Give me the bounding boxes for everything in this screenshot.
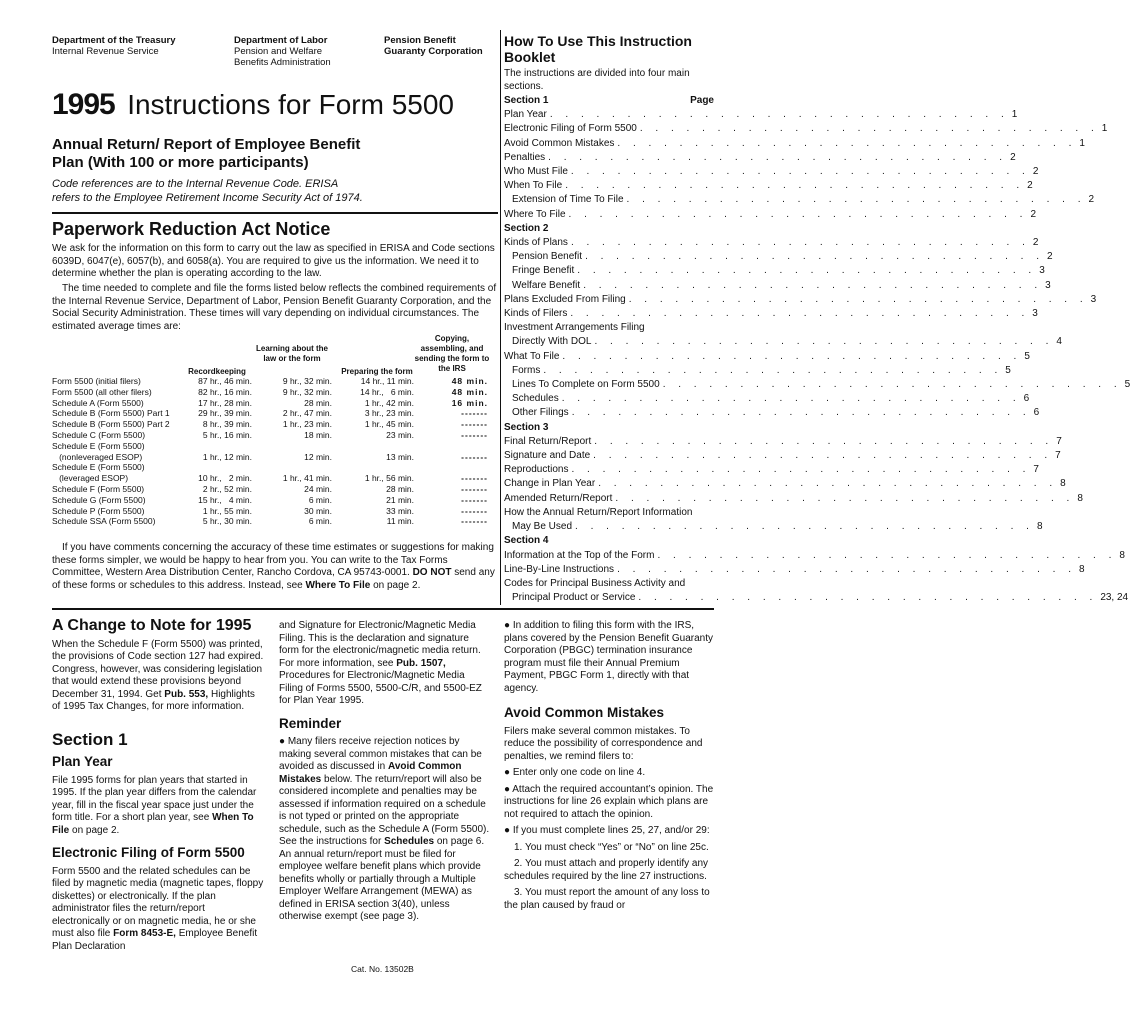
toc <box>504 33 1130 605</box>
toc-intro: The instructions are divided into four main sections. <box>504 68 690 92</box>
burden-prep-time: 28 min. <box>386 483 414 494</box>
toc-item-page: 2 <box>1046 251 1053 263</box>
burden-learn-time: 9 hr., 32 min. <box>282 376 332 386</box>
mistake-numbered-2: 2. You must attach and properly identify any schedules required by the line 27 instructions. <box>504 858 709 882</box>
burden-prep-time: 14 hr., 11 min. <box>360 376 414 386</box>
burden-copy-time: 48 min. <box>451 386 488 397</box>
paperwork-para3 <box>52 542 498 592</box>
burden-row <box>52 484 498 495</box>
vertical-divider <box>500 30 501 605</box>
toc-leader-dots: . . . . . . . . . . . . . . . . . . . . . . . . . . . . . . <box>571 407 1031 419</box>
toc-section-header <box>504 534 714 548</box>
burden-copy-time: ------- <box>461 473 488 484</box>
mistake-numbered-1: 1. You must check “Yes” or “No” on line 25c. <box>514 841 709 853</box>
burden-rec-time: 2 hr., 52 min. <box>202 483 252 494</box>
burden-copy-time: ------- <box>461 419 488 430</box>
toc-item-page: 2 <box>1032 237 1039 249</box>
reminder-text <box>279 736 491 924</box>
toc-leader-dots: . . . . . . . . . . . . . . . . . . . . . . . . . . . . . . <box>561 393 1021 405</box>
pub-1507-link[interactable]: Pub. 1507, <box>396 657 446 669</box>
paperwork-para3-wrap <box>52 542 498 592</box>
burden-rec-time: 8 hr., 39 min. <box>202 419 252 430</box>
burden-copy-time: ------- <box>461 408 488 419</box>
efile-text <box>52 866 264 954</box>
burden-rec-time: 15 hr., 4 min. <box>198 494 252 505</box>
toc-section-title: Section 4 <box>504 535 549 547</box>
toc-item[interactable] <box>504 137 1085 151</box>
toc-leader-dots: . . . . . . . . . . . . . . . . . . . . . . . . . . . . . . <box>628 293 1088 305</box>
para3-a: If you have comments concerning the accuracy of these time estimates or suggestions for making these forms simpler, we would be happy to hear from you. You can write to the Tax Forms Committee, Western Area Distribution Center, Rancho Cordova, CA 95743-0001. <box>52 542 494 578</box>
toc-item[interactable] <box>504 307 1038 321</box>
labor-line1: Department of Labor <box>234 35 328 46</box>
reminder-a: ● Many filers receive rejection notices by making several common mistakes that can be avoided as discussed in <box>279 736 482 772</box>
change-heading: A Change to Note for 1995 <box>52 617 252 634</box>
toc-item[interactable] <box>504 264 1045 278</box>
code-note-line1: Code references are to the Internal Revenue Code. ERISA <box>52 178 339 190</box>
burden-learn-time: 18 min. <box>304 429 332 440</box>
efile-text-a: Form 5500 and the related schedules can be filed by magnetic media (magnetic tapes, floppy diskettes) or electronically. If the plan administrator files the return/report electronically or on magnetic media, he or she must also file <box>52 865 264 939</box>
toc-leader-dots: . . . . . . . . . . . . . . . . . . . . . . . . . . . . . . <box>570 166 1030 178</box>
toc-leader-dots: . . . . . . . . . . . . . . . . . . . . . . . . . . . . . . <box>639 123 1099 135</box>
labor-line2: Pension and Welfare <box>234 46 323 57</box>
burden-rec-time: 82 hr., 16 min. <box>198 386 252 397</box>
toc-leader-dots: . . . . . . . . . . . . . . . . . . . . . . . . . . . . . . <box>568 208 1028 220</box>
para3-e: on page 2. <box>370 579 421 591</box>
toc-item-label: Electronic Filing of Form 5500 <box>504 123 637 135</box>
paperwork-para1-wrap <box>52 243 498 281</box>
burden-rec-time: 17 hr., 28 min. <box>198 397 252 408</box>
code-note-line2: refers to the Employee Retirement Income Security Act of 1974. <box>52 192 363 204</box>
toc-item-page: 23, 24 <box>1100 592 1129 604</box>
burden-row <box>52 462 498 473</box>
mistakes-heading: Avoid Common Mistakes <box>504 705 665 720</box>
toc-section-title: Section 1 <box>504 95 549 106</box>
catalog-number: Cat. No. 13502B <box>351 964 414 974</box>
toc-leader-dots: . . . . . . . . . . . . . . . . . . . . . . . . . . . . . . <box>548 151 1008 163</box>
toc-leader-dots: . . . . . . . . . . . . . . . . . . . . . . . . . . . . . . <box>662 379 1122 391</box>
plan-year-text-c: on page 2. <box>69 824 120 836</box>
plan-year-heading: Plan Year <box>52 754 113 769</box>
toc-leader-dots: . . . . . . . . . . . . . . . . . . . . . . . . . . . . . . <box>593 450 1053 462</box>
toc-item[interactable] <box>504 549 1125 563</box>
mistake-bullet-3: ● If you must complete lines 25, 27, and/or 29: <box>504 825 710 836</box>
electronic-filing-continued <box>279 620 491 708</box>
burden-learn-time: 24 min. <box>304 483 332 494</box>
burden-form-name: Schedule B (Form 5500) Part 2 <box>52 419 170 430</box>
toc-item-label: Schedules <box>512 393 559 405</box>
burden-rec-time: 29 hr., 39 min. <box>198 408 252 419</box>
burden-prep-time: 23 min. <box>386 429 414 440</box>
toc-item[interactable] <box>504 122 1108 136</box>
toc-item-label: Information at the Top of the Form <box>504 549 655 561</box>
toc-item-page: 7 <box>1055 450 1061 462</box>
burden-copy-time: 16 min. <box>451 397 488 408</box>
burden-learn-time: 9 hr., 32 min. <box>282 386 332 397</box>
toc-item[interactable] <box>504 236 1039 250</box>
burden-learn-time: 30 min. <box>304 505 332 516</box>
toc-leader-dots: . . . . . . . . . . . . . . . . . . . . . . . . . . . . . . <box>617 563 1076 575</box>
toc-item[interactable] <box>504 435 1062 449</box>
burden-learn-time: 12 min. <box>304 451 332 462</box>
pbgc-text: ● In addition to filing this form with the IRS, plans covered by the Pension Benefit Guaranty Corporation (PBGC) termination insurance program must file their Annual Premium Payment, PBGC Form 1, directly with that agency. <box>504 620 714 694</box>
toc-item-label: How the Annual Return/Report Information <box>504 506 693 518</box>
burden-form-name: Schedule C (Form 5500) <box>52 429 146 440</box>
burden-copy-time: ------- <box>461 483 488 494</box>
toc-item-page: 5 <box>1005 364 1011 376</box>
burden-rec-time: 1 hr., 12 min. <box>202 451 252 462</box>
toc-item[interactable] <box>504 108 1018 122</box>
toc-leader-dots: . . . . . . . . . . . . . . . . . . . . . . . . . . . . . . <box>585 251 1044 263</box>
toc-item-label: What To File <box>504 350 560 362</box>
toc-leader-dots: . . . . . . . . . . . . . . . . . . . . . . . . . . . . . . <box>626 194 1086 206</box>
toc-section-header <box>504 94 714 108</box>
burden-row <box>52 408 498 419</box>
code-note <box>52 177 363 205</box>
toc-item-page: 3 <box>1039 265 1045 277</box>
para3-do-not: DO NOT <box>412 567 452 578</box>
mistake-numbered-3: 3. You must report the amount of any loss to the plan caused by fraud or <box>504 887 710 911</box>
where-to-file-link[interactable]: Where To File <box>305 579 371 591</box>
burden-prep-time: 1 hr., 42 min. <box>364 397 414 408</box>
toc-item-label: Forms <box>512 364 541 376</box>
toc-item[interactable] <box>504 520 1043 534</box>
toc-leader-dots: . . . . . . . . . . . . . . . . . . . . . . . . . . . . . . <box>594 435 1054 447</box>
toc-item-page: 3 <box>1045 279 1051 291</box>
avoid-common-mistakes-link[interactable]: Avoid Common Mistakes <box>279 761 462 785</box>
toc-item[interactable] <box>504 208 1036 222</box>
toc-leader-dots: . . . . . . . . . . . . . . . . . . . . . . . . . . . . . . <box>570 237 1030 249</box>
toc-item[interactable] <box>504 279 1051 293</box>
toc-item[interactable] <box>504 392 1030 406</box>
toc-item-label: Principal Product or Service <box>512 592 636 604</box>
toc-leader-dots: . . . . . . . . . . . . . . . . . . . . . . . . . . . . . . <box>562 350 1022 362</box>
column-1 <box>52 617 264 957</box>
title-year: 1995 <box>52 88 115 121</box>
toc-item[interactable] <box>504 577 714 591</box>
burden-prep-time: 13 min. <box>386 451 414 462</box>
toc-leader-dots: . . . . . . . . . . . . . . . . . . . . . . . . . . . . . . <box>598 478 1058 490</box>
toc-leader-dots: . . . . . . . . . . . . . . . . . . . . . . . . . . . . . . <box>638 592 1098 604</box>
toc-page-label: Page <box>690 95 714 106</box>
burden-form-name: (nonleveraged ESOP) <box>52 451 143 462</box>
para3-c: send any of these forms or schedules to this address. Instead, see <box>52 567 495 591</box>
toc-item-page: 7 <box>1056 435 1062 447</box>
header-preparing: Preparing the form <box>341 367 413 376</box>
treasury-line1: Department of the Treasury <box>52 35 176 46</box>
toc-leader-dots: . . . . . . . . . . . . . . . . . . . . . . . . . . . . . . <box>575 521 1034 533</box>
subtitle-line2: Plan (With 100 or more participants) <box>52 154 309 171</box>
toc-item-label: Change in Plan Year <box>504 478 596 490</box>
col2-text-a: and Signature for Electronic/Magnetic Media Filing. This is the declaration and signature form for the electronic/magnetic media return. For more information, see <box>279 620 481 669</box>
burden-form-name: Form 5500 (all other filers) <box>52 386 152 397</box>
burden-table <box>52 332 498 537</box>
toc-item-page: 7 <box>1033 464 1039 476</box>
burden-row <box>52 452 498 463</box>
plan-year-text <box>52 775 264 838</box>
burden-prep-time: 1 hr., 56 min. <box>364 473 414 484</box>
burden-row <box>52 495 498 506</box>
toc-item-page: 6 <box>1033 407 1040 419</box>
toc-item[interactable] <box>504 335 1062 349</box>
toc-item-label: Where To File <box>504 208 566 220</box>
form-8453e-link[interactable]: Form 8453-E, <box>113 928 176 939</box>
burden-copy-time: ------- <box>461 451 488 462</box>
burden-copy-time: ------- <box>461 505 488 516</box>
document-title <box>52 88 454 122</box>
toc-item-page: 1 <box>1079 137 1085 149</box>
burden-rec-time: 10 hr., 2 min. <box>198 473 252 484</box>
toc-leader-dots: . . . . . . . . . . . . . . . . . . . . . . . . . . . . . . <box>571 464 1031 476</box>
change-text <box>52 639 264 714</box>
toc-item-label: Penalties <box>504 151 546 163</box>
toc-item-page: 2 <box>1032 166 1039 178</box>
toc-item[interactable] <box>504 591 1129 605</box>
header-learning: Learning about the law or the form <box>256 344 328 363</box>
toc-item-label: Avoid Common Mistakes <box>504 137 615 149</box>
toc-item[interactable] <box>504 321 714 335</box>
schedules-link[interactable]: Schedules <box>384 836 435 847</box>
toc-item-page: 2 <box>1027 180 1033 192</box>
toc-item-label: Amended Return/Report <box>504 492 613 504</box>
toc-item[interactable] <box>504 506 714 520</box>
toc-item-label: Other Filings <box>512 407 569 419</box>
change-text-c: Highlights of 1995 Tax Changes, for more information. <box>52 688 255 712</box>
toc-item-label: Codes for Principal Business Activity and <box>504 577 686 589</box>
pub-553-link[interactable]: Pub. 553, <box>164 688 209 700</box>
burden-row <box>52 506 498 517</box>
toc-item[interactable] <box>504 563 1085 577</box>
toc-item-label: Reproductions <box>504 464 569 476</box>
toc-item-label: Welfare Benefit <box>512 279 581 291</box>
treasury-line2: Internal Revenue Service <box>52 46 159 57</box>
toc-item[interactable] <box>504 350 1030 364</box>
toc-leader-dots: . . . . . . . . . . . . . . . . . . . . . . . . . . . . . . <box>570 308 1030 320</box>
reminder-heading: Reminder <box>279 715 342 731</box>
toc-leader-dots: . . . . . . . . . . . . . . . . . . . . . . . . . . . . . . <box>543 364 1003 376</box>
burden-rows <box>52 376 498 527</box>
toc-leader-dots: . . . . . . . . . . . . . . . . . . . . . . . . . . . . . . <box>565 180 1025 192</box>
burden-learn-time: 1 hr., 41 min. <box>282 473 332 484</box>
toc-item[interactable] <box>504 179 1033 193</box>
burden-learn-time: 6 min. <box>308 494 332 505</box>
toc-section-title: Section 2 <box>504 222 549 234</box>
toc-leader-dots: . . . . . . . . . . . . . . . . . . . . . . . . . . . . . . <box>549 109 1009 121</box>
subtitle <box>52 136 360 172</box>
burden-prep-time: 14 hr., 6 min. <box>360 386 414 397</box>
burden-learn-time: 28 min. <box>304 397 332 408</box>
burden-prep-time: 11 min. <box>386 516 414 527</box>
reminder-c: below. The return/report will also be considered incomplete and penalties may be assessed if information required on a schedule is not typed or printed on the appropriate schedule, such as the Schedule A (Form 5500). See the instructions for <box>279 773 490 847</box>
toc-item-page: 8 <box>1077 492 1083 504</box>
burden-row <box>52 430 498 441</box>
toc-item[interactable] <box>504 364 1011 378</box>
toc-item-page: 5 <box>1124 379 1130 391</box>
pbgc-line1: Pension Benefit <box>384 35 456 46</box>
toc-item[interactable] <box>504 250 1053 264</box>
toc-item[interactable] <box>504 406 1040 420</box>
toc-item-label: May Be Used <box>512 521 573 533</box>
burden-row <box>52 387 498 398</box>
section1-heading: Section 1 <box>52 729 128 749</box>
burden-prep-time: 1 hr., 45 min. <box>364 419 414 430</box>
reminder-e: on page 6. An annual return/report must be filed for employee welfare benefit plans which provide benefits wholly or partially through a Multiple Employer Welfare Arrangement (MEWA) as defined in ERISA section 3(40), unless otherwise exempt (see page 3). <box>279 836 485 922</box>
burden-form-name: Schedule F (Form 5500) <box>52 483 145 494</box>
toc-item[interactable] <box>504 463 1039 477</box>
toc-item-page: 8 <box>1036 521 1043 533</box>
burden-learn-time: 2 hr., 47 min. <box>282 408 332 419</box>
toc-item-label: Plan Year <box>504 109 547 121</box>
labor-line3: Benefits Administration <box>234 57 331 68</box>
divider-top <box>52 212 498 214</box>
toc-item-label: Final Return/Report <box>504 435 592 447</box>
treasury-header <box>52 35 176 57</box>
toc-item-label: Extension of Time To File <box>512 194 624 206</box>
toc-item-page: 5 <box>1024 350 1030 362</box>
toc-item-label: Line-By-Line Instructions <box>504 563 615 575</box>
column-2 <box>279 620 491 928</box>
labor-header <box>234 35 331 68</box>
header-recordkeeping: Recordkeeping <box>188 367 246 376</box>
burden-form-name: Schedule E (Form 5500) <box>52 462 145 473</box>
header-copying: Copying, assembling, and sending the form to the IRS <box>414 334 490 373</box>
toc-item-page: 4 <box>1056 336 1062 348</box>
burden-form-name: Form 5500 (initial filers) <box>52 376 141 386</box>
burden-form-name: Schedule A (Form 5500) <box>52 397 144 408</box>
mistake-bullet-2: ● Attach the required accountant’s opinion. The instructions for line 26 explain which plans are not required to attach the opinion. <box>504 783 714 820</box>
toc-item[interactable] <box>504 293 1097 307</box>
burden-row <box>52 419 498 430</box>
toc-item-page: 2 <box>1010 151 1016 163</box>
toc-leader-dots: . . . . . . . . . . . . . . . . . . . . . . . . . . . . . . <box>577 265 1037 277</box>
toc-body <box>504 94 1130 605</box>
burden-prep-time: 33 min. <box>386 505 414 516</box>
burden-form-name: Schedule B (Form 5500) Part 1 <box>52 408 170 419</box>
paperwork-para2-wrap <box>52 283 498 333</box>
title-form: Instructions for Form 5500 <box>127 89 455 120</box>
column-3 <box>504 620 716 916</box>
toc-section-title: Section 3 <box>504 421 549 433</box>
burden-form-name: Schedule G (Form 5500) <box>52 494 146 505</box>
toc-item[interactable] <box>504 193 1095 207</box>
burden-copy-time: 48 min. <box>451 376 488 386</box>
toc-item-page: 2 <box>1030 208 1036 220</box>
burden-rec-time: 5 hr., 16 min. <box>202 429 252 440</box>
paperwork-para2: The time needed to complete and file the forms listed below reflects the combined requirements of the Internal Revenue Service, Department of Labor, Pension Benefit Guaranty Corporation, and the Social Security Administration. These times will vary depending on individual circumstances. The estimated average times are: <box>52 283 497 332</box>
paperwork-heading: Paperwork Reduction Act Notice <box>52 219 331 239</box>
toc-item-label: Fringe Benefit <box>512 265 575 277</box>
burden-learn-time: 1 hr., 23 min. <box>282 419 332 430</box>
toc-item-label: Lines To Complete on Form 5500 <box>512 379 660 391</box>
toc-item[interactable] <box>504 492 1083 506</box>
burden-rec-time: 1 hr., 55 min. <box>202 505 252 516</box>
burden-row <box>52 473 498 484</box>
burden-row <box>52 398 498 409</box>
toc-item[interactable] <box>504 449 1061 463</box>
change-text-a: When the Schedule F (Form 5500) was printed, the provisions of Code section 127 had expired. Congress, however, was considering legislation that would extend these provisions beyond December 31, 1994. Get <box>52 638 264 700</box>
toc-item-page: 1 <box>1011 109 1018 121</box>
burden-form-name: Schedule P (Form 5500) <box>52 505 145 516</box>
burden-row <box>52 441 498 452</box>
toc-leader-dots: . . . . . . . . . . . . . . . . . . . . . . . . . . . . . . <box>615 492 1075 504</box>
burden-form-name: Schedule E (Form 5500) <box>52 440 145 451</box>
burden-learn-time: 6 min. <box>308 516 332 527</box>
toc-item[interactable] <box>504 477 1066 491</box>
col2-text-c: Procedures for Electronic/Magnetic Media Filing of Forms 5500, 5500-C/R, and 5500-EZ for Plan Year 1995. <box>279 670 482 706</box>
toc-section-header <box>504 421 714 435</box>
toc-item-page: 6 <box>1023 393 1030 405</box>
toc-item-page: 8 <box>1078 563 1085 575</box>
toc-item-label: Kinds of Plans <box>504 237 568 249</box>
burden-rec-time: 5 hr., 30 min. <box>202 516 252 527</box>
toc-item-page: 8 <box>1119 549 1125 561</box>
toc-item-page: 3 <box>1032 308 1038 320</box>
toc-leader-dots: . . . . . . . . . . . . . . . . . . . . . . . . . . . . . . <box>594 336 1054 348</box>
efile-heading: Electronic Filing of Form 5500 <box>52 845 245 860</box>
toc-item-label: Investment Arrangements Filing <box>504 322 645 334</box>
efile-text-c: Employee Benefit Plan Declaration <box>52 928 258 952</box>
toc-leader-dots: . . . . . . . . . . . . . . . . . . . . . . . . . . . . . . <box>657 549 1117 561</box>
toc-heading: How To Use This Instruction Booklet <box>504 33 692 65</box>
toc-item-label: Pension Benefit <box>512 251 583 263</box>
burden-row <box>52 376 498 387</box>
toc-item-label: Who Must File <box>504 166 568 178</box>
burden-form-name: (leveraged ESOP) <box>52 473 129 484</box>
plan-year-text-a: File 1995 forms for plan years that started in 1995. If the plan year differs from the calendar year, fill in the fiscal year space just under the form title. For a short plan year, see <box>52 774 257 823</box>
toc-item-label: Signature and Date <box>504 450 591 462</box>
when-to-file-link[interactable]: When To File <box>52 812 254 836</box>
toc-leader-dots: . . . . . . . . . . . . . . . . . . . . . . . . . . . . . . <box>617 137 1077 149</box>
burden-copy-time: ------- <box>461 516 488 527</box>
burden-rec-time: 87 hr., 46 min. <box>198 376 252 386</box>
toc-item-label: Kinds of Filers <box>504 308 568 320</box>
toc-leader-dots: . . . . . . . . . . . . . . . . . . . . . . . . . . . . . . <box>583 279 1043 291</box>
burden-copy-time: ------- <box>461 429 488 440</box>
toc-section-header <box>504 222 714 236</box>
toc-item-page: 2 <box>1088 194 1095 206</box>
toc-item-page: 8 <box>1060 478 1066 490</box>
toc-item-label: Directly With DOL <box>512 336 592 348</box>
divider-middle <box>52 608 714 610</box>
pbgc-header <box>384 35 483 57</box>
toc-item-page: 3 <box>1090 293 1097 305</box>
paperwork-para1: We ask for the information on this form to carry out the law as specified in ERISA and Code sections 6039D, 6047(e), 6057(b), and 6058(a). You are required to give us the information. We need it to determine whether the plan is operating according to the law. <box>52 243 495 279</box>
toc-item[interactable] <box>504 378 1130 392</box>
burden-row <box>52 516 498 527</box>
mistakes-intro: Filers make several common mistakes. To reduce the possibility of correspondence and penalties, we remind filers to: <box>504 725 703 762</box>
burden-prep-time: 21 min. <box>386 494 414 505</box>
burden-form-name: Schedule SSA (Form 5500) <box>52 516 156 527</box>
toc-item-label: When To File <box>504 180 563 192</box>
burden-copy-time: ------- <box>461 494 488 505</box>
toc-item[interactable] <box>504 165 1039 179</box>
toc-item[interactable] <box>504 151 1016 165</box>
burden-prep-time: 3 hr., 23 min. <box>364 408 414 419</box>
toc-item-label: Plans Excluded From Filing <box>504 293 626 305</box>
mistake-bullet-1: ● Enter only one code on line 4. <box>504 767 646 778</box>
toc-item-page: 1 <box>1101 123 1108 135</box>
subtitle-line1: Annual Return/ Report of Employee Benefit <box>52 136 361 153</box>
pbgc-line2: Guaranty Corporation <box>384 46 483 57</box>
